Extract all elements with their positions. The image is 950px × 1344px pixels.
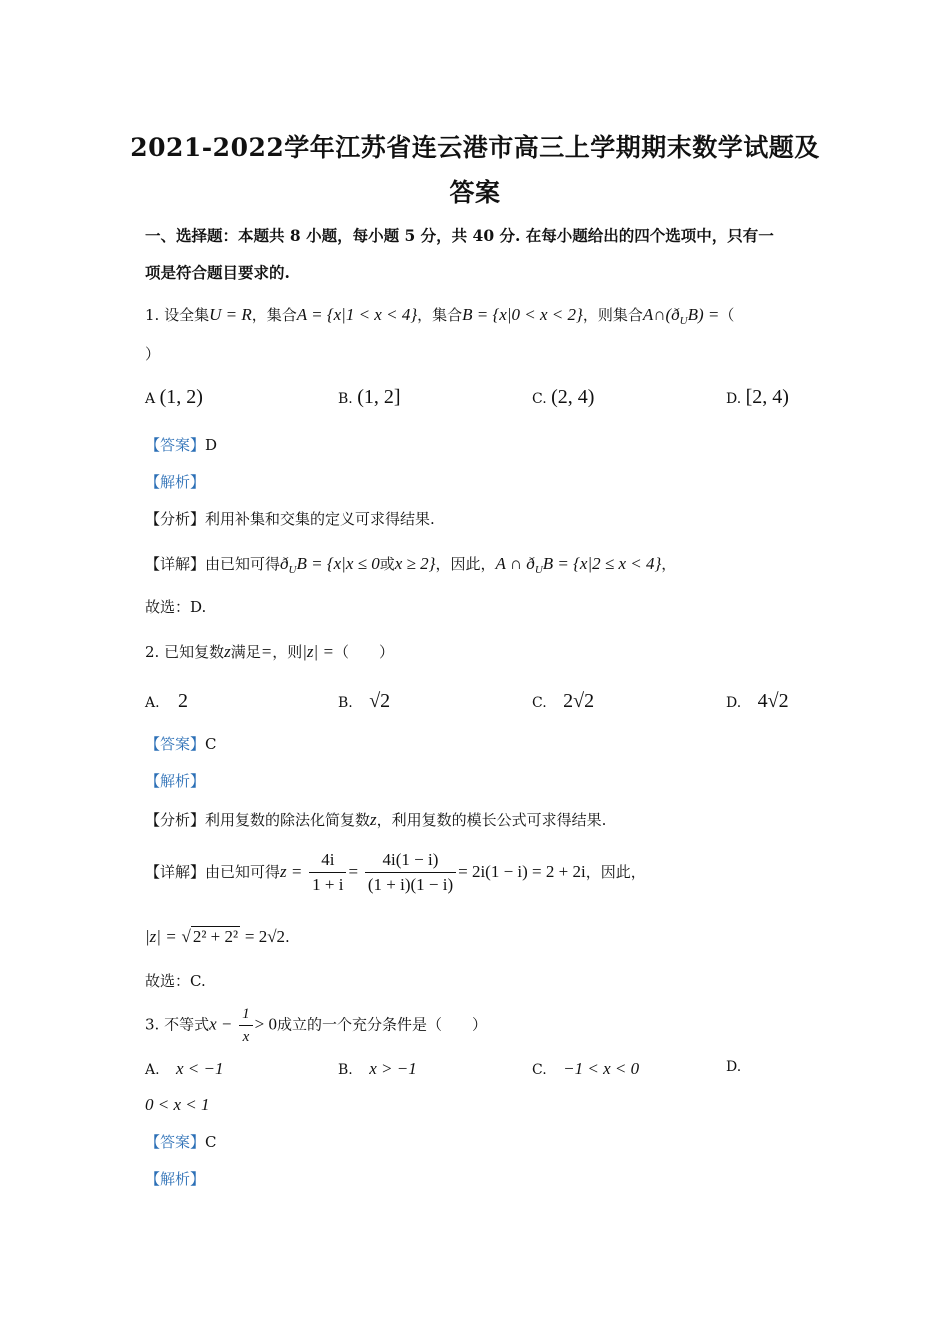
question-1: [145, 306, 734, 327]
answer-label: 【答案】: [145, 436, 206, 454]
q1-choose: [145, 600, 206, 615]
detail-text: ，: [661, 555, 677, 573]
option-label: B.: [338, 1062, 353, 1078]
option-label: B.: [338, 391, 353, 407]
fenxi-text: 利用补集和交集的定义可求得结果.: [205, 510, 435, 528]
question-1-paren-close: ）: [145, 345, 161, 363]
math-expression: x −: [209, 1014, 233, 1034]
q1-analysis-label: [145, 475, 205, 490]
choose-value: C.: [190, 972, 206, 990]
q2-option-a: [145, 691, 188, 711]
math-expression: z =: [280, 861, 303, 881]
option-value: √2: [369, 690, 391, 712]
section-heading-line1: 一、选择题：本题共 8 小题，每小题 5 分，共 40 分. 在每小题给出的四个选项中，只有一: [145, 226, 774, 245]
analysis-label: 【解析】: [145, 772, 206, 790]
option-label: C.: [532, 391, 547, 407]
answer-value: C: [205, 1133, 217, 1151]
q3-option-a: [145, 1060, 224, 1077]
option-label: A.: [145, 1062, 160, 1078]
fraction-denominator: x: [242, 1029, 250, 1045]
option-value: (1, 2): [159, 386, 203, 408]
detail-text: 由已知可得: [205, 862, 281, 881]
q1-option-d: [726, 387, 789, 407]
question-text: ，则: [272, 643, 303, 661]
answer-value: C: [205, 735, 217, 753]
question-3: [145, 1005, 487, 1046]
fraction-2: [365, 850, 456, 896]
detail-label: 【详解】: [145, 555, 206, 573]
detail-text: ，因此，: [435, 555, 496, 573]
option-value: 4√2: [757, 690, 789, 712]
question-number: 1.: [145, 306, 160, 324]
answer-value: D: [205, 436, 218, 454]
math-expression: =: [348, 861, 359, 881]
option-label: A.: [145, 695, 160, 711]
paren: （: [719, 306, 735, 324]
q1-option-b: [338, 387, 401, 407]
option-value: (1, 2]: [357, 386, 401, 408]
fraction: [239, 1005, 253, 1046]
section-heading-line2: 项是符合题目要求的.: [145, 263, 290, 282]
math-expression: A∩(ð: [642, 305, 680, 324]
q3-option-d-value: [145, 1096, 210, 1113]
math-expression: > 0: [254, 1014, 278, 1034]
option-label: A: [145, 391, 156, 407]
option-value: −1 < x < 0: [563, 1059, 640, 1078]
q3-answer: [145, 1135, 217, 1150]
detail-label: 【详解】: [145, 862, 206, 881]
math-expression: |z| =: [302, 642, 334, 661]
q2-option-d: [726, 691, 789, 711]
question-text: 不等式: [164, 1015, 210, 1034]
q2-modulus: [145, 928, 290, 945]
option-label: C.: [532, 695, 547, 711]
sqrt-symbol: √: [181, 927, 191, 946]
analysis-label: 【解析】: [145, 473, 206, 491]
math-subscript: U: [534, 564, 543, 576]
question-number: 3.: [145, 1015, 160, 1034]
sqrt-radicand: 2² + 2²: [192, 927, 239, 946]
document-title-line2: 答案: [449, 178, 501, 207]
fenxi-label: 【分析】: [145, 510, 206, 528]
question-text: 设全集: [164, 306, 210, 324]
fraction-numerator: 1: [239, 1005, 253, 1026]
math-expression: U = R: [209, 305, 252, 324]
option-value: (2, 4): [551, 386, 595, 408]
q1-option-c: [532, 387, 594, 407]
q2-answer: [145, 737, 217, 752]
option-label: B.: [338, 695, 353, 711]
answer-label: 【答案】: [145, 735, 206, 753]
math-expression: B) =: [687, 305, 720, 324]
q3-option-d: [726, 1060, 741, 1074]
fraction-denominator: (1 + i)(1 − i): [367, 875, 454, 895]
math-expression: ð: [280, 554, 289, 573]
option-label: D.: [726, 1059, 742, 1075]
detail-text: .: [285, 928, 290, 946]
q1-detail: [145, 555, 676, 576]
choose-label: 故选：: [145, 972, 191, 990]
question-text: 满足: [230, 643, 261, 661]
question-2: [145, 643, 394, 660]
question-number: 2.: [145, 643, 160, 661]
q2-choose: [145, 974, 206, 989]
math-expression: z: [224, 642, 231, 661]
fraction-numerator: 4i(1 − i): [365, 850, 456, 873]
q3-analysis-label: [145, 1172, 205, 1187]
option-value: 2: [178, 690, 189, 712]
document-title-line1: 2021-2022学年江苏省连云港市高三上学期期末数学试题及: [130, 133, 820, 162]
math-expression: = 2i(1 − i) = 2 + 2i: [458, 861, 586, 881]
fraction-denominator: 1 + i: [312, 875, 344, 895]
math-expression: A ∩ ð: [495, 554, 535, 573]
option-value: 0 < x < 1: [145, 1095, 210, 1114]
question-text: ，集合: [251, 306, 297, 324]
math-subscript: U: [679, 315, 688, 327]
question-text: 成立的一个充分条件是（ ）: [277, 1015, 488, 1034]
paren: （ ）: [333, 643, 394, 661]
option-label: C.: [532, 1062, 547, 1078]
q1-answer: [145, 438, 217, 453]
q2-detail: [145, 850, 646, 896]
detail-text: 由已知可得: [205, 555, 281, 573]
math-expression: z: [370, 810, 377, 829]
q1-fenxi: [145, 512, 435, 527]
fenxi-label: 【分析】: [145, 811, 206, 829]
question-text: 已知复数: [164, 643, 225, 661]
q2-fenxi: [145, 811, 606, 828]
math-expression: = 2√2: [244, 927, 286, 946]
q1-option-a: [145, 387, 203, 407]
detail-text: ，因此，: [585, 862, 646, 881]
fenxi-text: ，利用复数的模长公式可求得结果.: [376, 811, 607, 829]
option-label: D.: [726, 391, 742, 407]
fenxi-text: 利用复数的除法化简复数: [205, 811, 371, 829]
q2-analysis-label: [145, 774, 205, 789]
choose-label: 故选：: [145, 598, 191, 616]
answer-label: 【答案】: [145, 1133, 206, 1151]
fraction-numerator: 4i: [309, 850, 346, 873]
option-value: x < −1: [176, 1059, 224, 1078]
math-expression: B = {x|x ≤ 0: [296, 554, 380, 573]
math-expression: x ≥ 2}: [394, 554, 436, 573]
option-value: x > −1: [369, 1059, 417, 1078]
choose-value: D.: [190, 598, 207, 616]
q2-option-b: [338, 691, 390, 711]
math-expression: =: [260, 642, 273, 661]
math-subscript: U: [288, 564, 297, 576]
q3-option-b: [338, 1060, 417, 1077]
math-expression: B = {x|2 ≤ x < 4}: [542, 554, 662, 573]
option-value: 2√2: [563, 690, 595, 712]
q2-option-c: [532, 691, 594, 711]
math-expression: |z| =: [145, 927, 177, 946]
detail-text: 或: [379, 555, 395, 573]
question-text: ，则集合: [582, 306, 643, 324]
q3-option-c: [532, 1060, 639, 1077]
math-expression: B = {x|0 < x < 2}: [462, 305, 583, 324]
fraction-1: [309, 850, 346, 896]
option-label: D.: [726, 695, 742, 711]
option-value: [2, 4): [745, 386, 789, 408]
question-text: ，集合: [417, 306, 463, 324]
analysis-label: 【解析】: [145, 1170, 206, 1188]
math-expression: A = {x|1 < x < 4}: [296, 305, 418, 324]
